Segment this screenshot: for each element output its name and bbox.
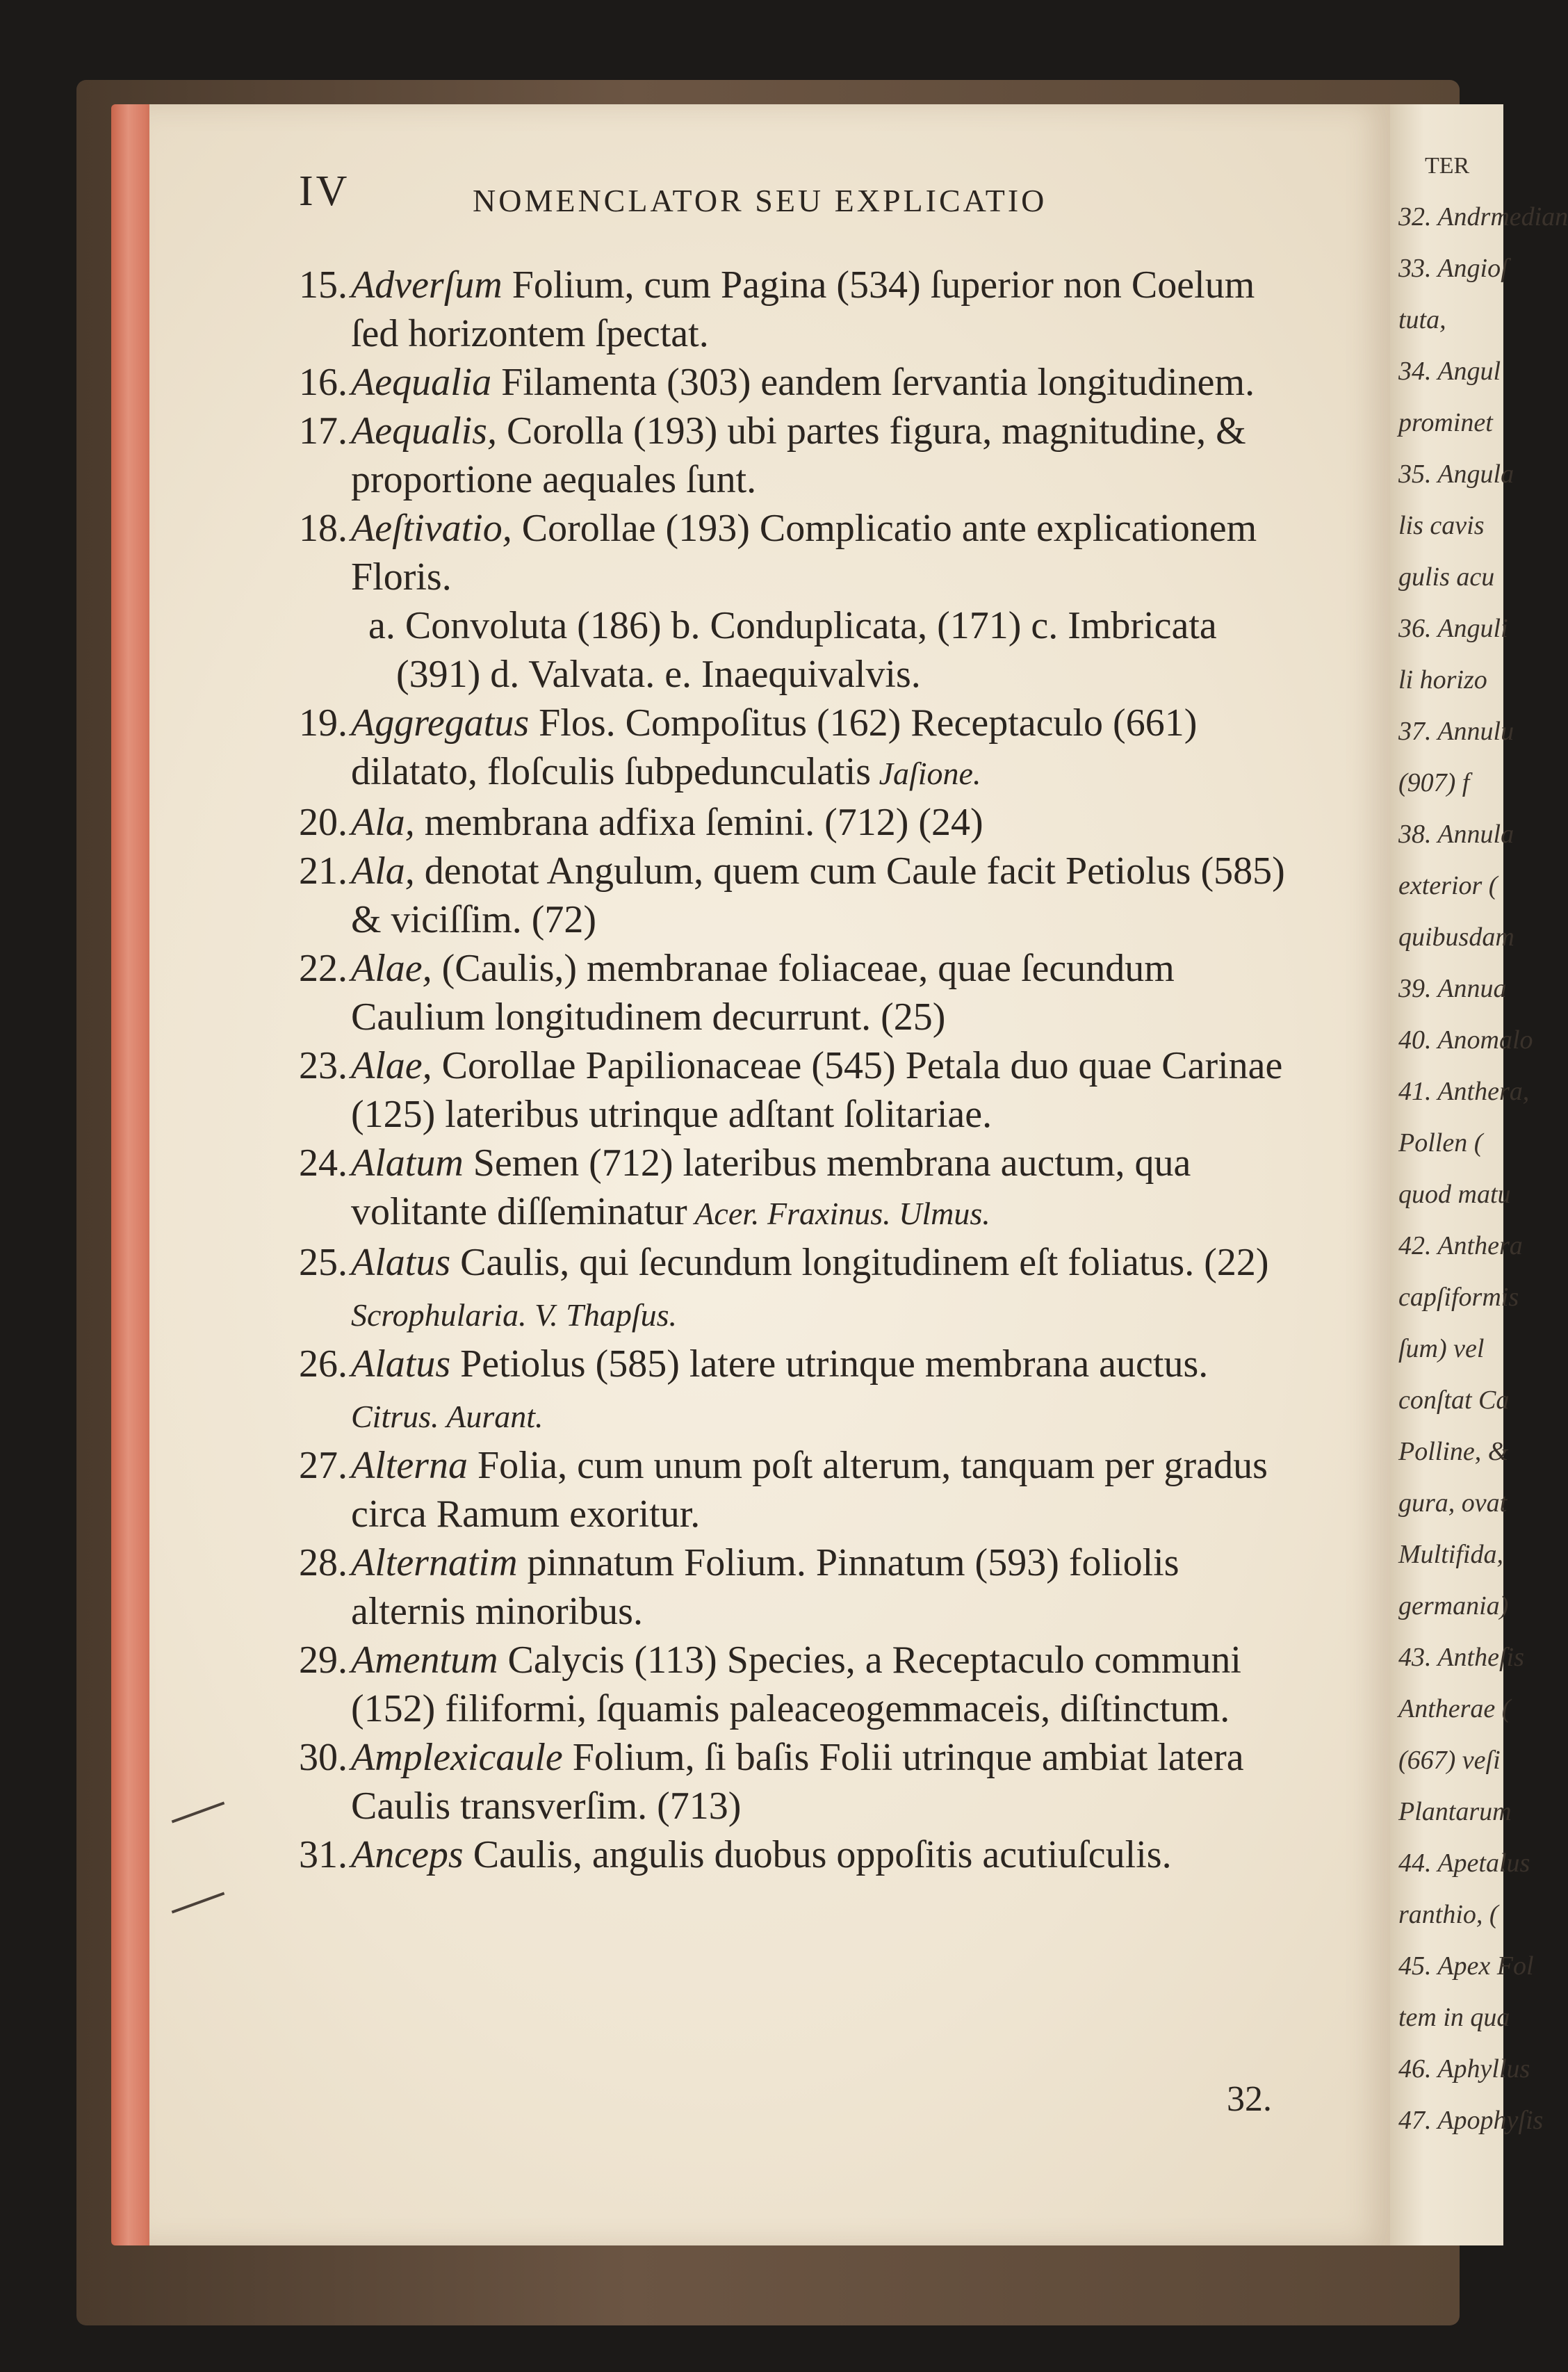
entry-definition: Caulis, angulis duobus oppoſitis acutiuſculis. [463, 1833, 1172, 1876]
facing-page-line: tuta, [1398, 305, 1446, 334]
facing-page-line: gulis acu [1398, 562, 1495, 592]
facing-page-line: conſtat Ca [1398, 1386, 1510, 1415]
catchword: 32. [1227, 2079, 1272, 2119]
facing-page-line: quod matu [1398, 1180, 1511, 1209]
glossary-entry [299, 261, 1300, 358]
glossary-entry [299, 1636, 1300, 1733]
entry-definition: membrana adfixa ſemini. (712) (24) [414, 801, 983, 844]
entry-genus-example: Jaſione. [871, 756, 981, 791]
entry-definition: denotat Angulum, quem cum Caule facit Petiolus (585) & viciſſim. (72) [351, 850, 1285, 941]
facing-page-line: 32. Andrmedian [1398, 202, 1568, 231]
facing-page-line: 45. Apex Fol [1398, 1951, 1534, 1981]
entry-definition: Folium, cum Pagina (534) ſuperior non Coelum ſed horizontem ſpectat. [351, 263, 1255, 355]
entry-term: Alae, [351, 947, 432, 990]
entry-number: 30. [299, 1736, 348, 1779]
facing-page-line: lis cavis [1398, 511, 1485, 540]
glossary-entry [299, 601, 1300, 699]
glossary-entry [299, 407, 1300, 504]
entry-definition: Corollae Papilionaceae (545) Petala duo quae Carinae (125) lateribus utrinque adſtant ſolitariae. [351, 1044, 1283, 1136]
facing-page-line: 37. Annulu [1398, 717, 1514, 746]
entry-term: Aequalia [351, 361, 492, 404]
entry-number: 21. [299, 850, 348, 893]
entry-definition: Corolla (193) ubi partes figura, magnitudine, & proportione aequales ſunt. [351, 409, 1246, 501]
entry-term: Alternatim [351, 1541, 518, 1584]
facing-page-line: quibusdam [1398, 923, 1514, 952]
entry-term: Anceps [351, 1833, 464, 1876]
entry-term: Alterna [351, 1444, 468, 1487]
facing-page-line: gura, ovat [1398, 1488, 1508, 1518]
glossary-entry [299, 1139, 1300, 1238]
facing-page-line: prominet [1398, 408, 1493, 437]
entry-definition: Semen (712) lateribus membrana auctum, qua volitante diſſeminatur [351, 1142, 1191, 1233]
page-title: NOMENCLATOR SEU EXPLICATIO [473, 183, 1047, 218]
entry-number: 28. [299, 1541, 348, 1584]
glossary-entry [299, 847, 1300, 944]
facing-page-line: Plantarum [1398, 1797, 1512, 1826]
entry-definition: Filamenta (303) eandem ſervantia longitudinem. [491, 361, 1255, 404]
entry-definition: Petiolus (585) latere utrinque membrana auctus. [450, 1342, 1209, 1386]
facing-page-header: TER [1425, 153, 1470, 179]
glossary-entry [299, 944, 1300, 1041]
facing-page-line: tem in qua [1398, 2003, 1510, 2032]
entry-definition: Corollae (193) Complicatio ante explicationem Floris. [351, 507, 1257, 599]
running-header [299, 167, 1300, 222]
entry-term: Alatum [351, 1142, 464, 1185]
entry-term: Amentum [351, 1639, 498, 1682]
entry-definition: Calycis (113) Species, a Receptaculo communi (152) filiformi, ſquamis paleaceogemmaceis, diſtinctum. [351, 1639, 1241, 1730]
facing-page-line: (667) veſi [1398, 1746, 1501, 1775]
entry-number: 15. [299, 263, 348, 307]
entry-term: Adverſum [351, 263, 503, 307]
facing-page-line: 41. Anthera, [1398, 1077, 1530, 1106]
entry-term: Aggregatus [351, 701, 530, 745]
facing-page-line: exterior ( [1398, 871, 1498, 900]
facing-page-line: 34. Angul [1398, 357, 1501, 386]
facing-page-line: 46. Aphyllus [1398, 2054, 1530, 2083]
glossary-entry [299, 1538, 1300, 1636]
entry-number: 25. [299, 1241, 348, 1284]
glossary-entry [299, 358, 1300, 407]
entry-definition: Caulis, qui ſecundum longitudinem eſt foliatus. (22) [450, 1241, 1269, 1284]
facing-page-line: capſiformis [1398, 1283, 1519, 1312]
entry-definition: Folia, cum unum poſt alterum, tanquam per gradus circa Ramum exoritur. [351, 1444, 1268, 1536]
entry-genus-example: Citrus. Aurant. [351, 1399, 544, 1434]
glossary-entry [299, 699, 1300, 798]
entry-number: 18. [299, 507, 348, 550]
entry-number: 29. [299, 1639, 348, 1682]
entry-number: 16. [299, 361, 348, 404]
facing-page-line: Antherae ( [1398, 1694, 1511, 1723]
entry-term: Amplexicaule [351, 1736, 563, 1779]
glossary-entry [299, 504, 1300, 601]
facing-page-line: Polline, & [1398, 1437, 1509, 1466]
glossary-entry [299, 798, 1300, 847]
glossary-entry [299, 1041, 1300, 1139]
entry-definition: (Caulis,) membranae foliaceae, quae ſecundum Caulium longitudinem decurrunt. (25) [351, 947, 1175, 1039]
entry-number: 23. [299, 1044, 348, 1087]
entry-number: 20. [299, 801, 348, 844]
glossary-entry [299, 1238, 1300, 1340]
entry-number: 31. [299, 1833, 348, 1876]
entry-term: Alatus [351, 1241, 451, 1284]
facing-page-line: 38. Annula [1398, 820, 1514, 849]
facing-page-line: li horizo [1398, 665, 1487, 694]
entry-number: 26. [299, 1342, 348, 1386]
entry-definition: a. Convoluta (186) b. Conduplicata, (171) c. Imbricata (391) d. Valvata. e. Inaequivalvis. [368, 604, 1217, 696]
facing-page-line: 47. Apophyſis [1398, 2106, 1544, 2135]
facing-page-strip [1390, 104, 1568, 2245]
facing-page-line: 44. Apetalus [1398, 1849, 1530, 1878]
entry-number: 17. [299, 409, 348, 453]
glossary-entry [299, 1733, 1300, 1830]
entry-number: 24. [299, 1142, 348, 1185]
entry-number: 19. [299, 701, 348, 745]
entry-number: 27. [299, 1444, 348, 1487]
entry-term: Ala, [351, 801, 415, 844]
facing-page-line: germania) [1398, 1591, 1509, 1620]
facing-page-line: 35. Angula [1398, 460, 1514, 489]
glossary-entry [299, 1340, 1300, 1441]
facing-page-line: ranthio, ( [1398, 1900, 1498, 1929]
entry-term: Alatus [351, 1342, 451, 1386]
glossary-entry [299, 1830, 1300, 1879]
entry-genus-example: Acer. Fraxinus. Ulmus. [687, 1196, 990, 1231]
entry-definition: Folium, ſi baſis Folii utrinque ambiat latera Caulis transverſim. (713) [351, 1736, 1244, 1828]
entry-term: Aequalis, [351, 409, 497, 453]
entry-term: Alae, [351, 1044, 432, 1087]
page-number: IV [299, 168, 350, 215]
facing-page-line: 36. Anguli [1398, 614, 1508, 643]
facing-page-line: (907) f [1398, 768, 1470, 797]
facing-page-line: Multifida, [1398, 1540, 1503, 1569]
entry-number: 22. [299, 947, 348, 990]
entry-definition: pinnatum Folium. Pinnatum (593) foliolis alternis minoribus. [351, 1541, 1179, 1633]
facing-page-line: 43. Antheſis [1398, 1643, 1524, 1672]
glossary-entry [299, 1441, 1300, 1538]
facing-page-line: ſum) vel [1398, 1334, 1485, 1363]
entry-definition: Flos. Compoſitus (162) Receptaculo (661) dilatato, floſculis ſubpedunculatis [351, 701, 1198, 793]
entry-genus-example: Scrophularia. V. Thapſus. [351, 1297, 678, 1333]
facing-page-line: Pollen ( [1398, 1128, 1483, 1157]
facing-page-line: 39. Annua [1398, 974, 1507, 1003]
glossary-entries [299, 261, 1300, 1879]
facing-page-line: 40. Anomalo [1398, 1025, 1533, 1055]
entry-term: Aeſtivatio, [351, 507, 512, 550]
entry-term: Ala, [351, 850, 415, 893]
facing-page-line: 42. Anthera [1398, 1231, 1523, 1260]
facing-page-line: 33. Angioſ [1398, 254, 1508, 283]
